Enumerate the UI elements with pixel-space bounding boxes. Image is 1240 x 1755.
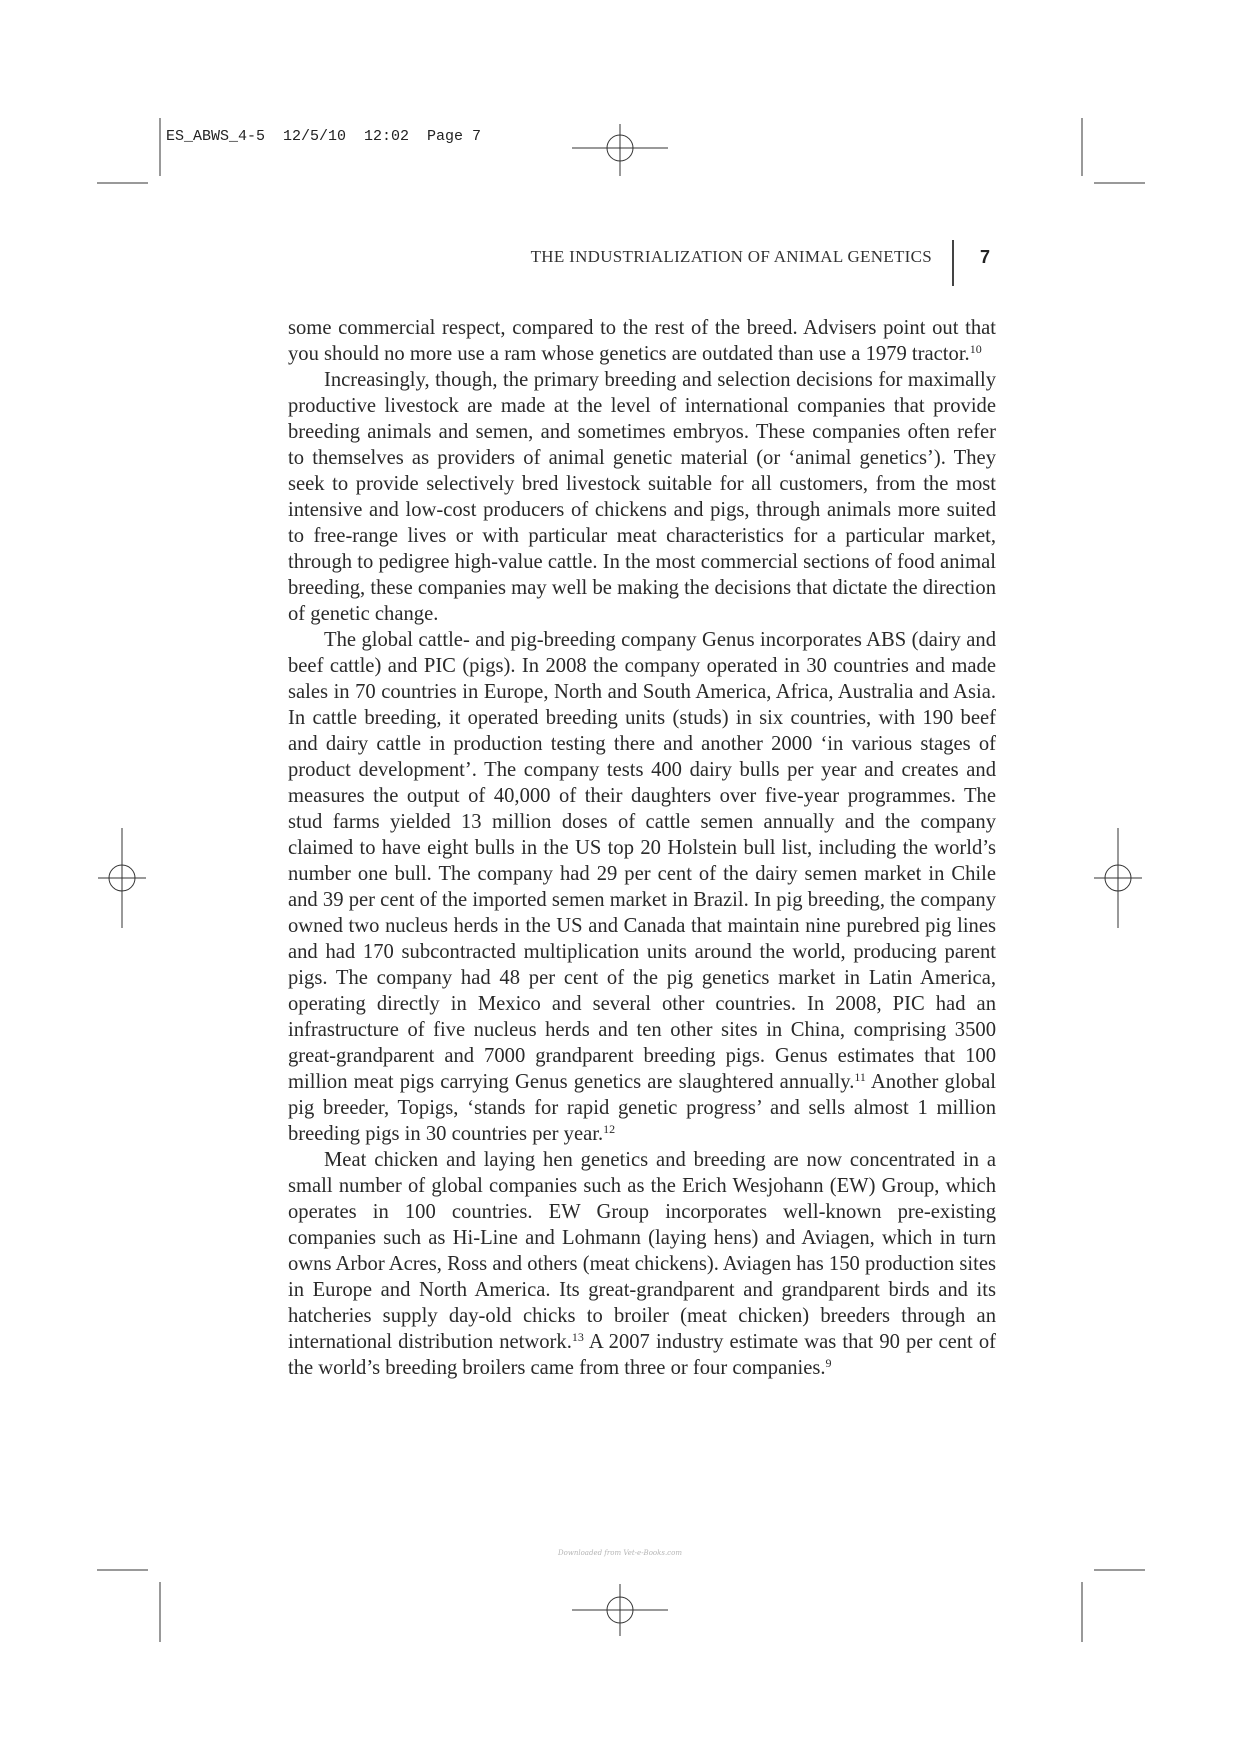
- paragraph: [288, 627, 996, 1147]
- registration-mark-right: [1094, 828, 1142, 928]
- registration-mark-top: [572, 124, 668, 176]
- paragraph-text: Another global pig breeder, Topigs, ‘stands for rapid genetic progress’ and sells almost 1 million breeding pigs in 30 countries per year.: [288, 1071, 996, 1145]
- download-watermark: Downloaded from Vet-e-Books.com: [558, 1549, 682, 1557]
- paragraph: [288, 1147, 996, 1381]
- paragraph-text: The global cattle- and pig-breeding company Genus incorporates ABS (dairy and beef cattle) and PIC (pigs). In 2008 the company operated in 30 countries and made sales in 70 countries in Europe, North and South America, Africa, Australia and Asia. In cattle breeding, it operated breeding units (studs) in six countries, with 190 beef and dairy cattle in production testing there and another 2000 ‘in various stages of product development’. The company tests 400 dairy bulls per year and creates and measures the output of 40,000 of their daughters over five-year programmes. The stud farms yielded 13 million doses of cattle semen annually and the company claimed to have eight bulls in the US top 20 Holstein bull list, including the world’s number one bull. The company had 29 per cent of the dairy semen market in Chile and 39 per cent of the imported semen market in Brazil. In pig breeding, the company owned two nucleus herds in the US and Canada that maintain nine purebred pig lines and had 170 subcontracted multiplication units around the world, producing parent pigs. The company had 48 per cent of the pig genetics market in Latin America, operating directly in Mexico and several other countries. In 2008, PIC had an infrastructure of five nucleus herds and ten other sites in China, comprising 3500 great-grandparent and 7000 grandparent breeding pigs. Genus estimates that 100 million meat pigs carrying Genus genetics are slaughtered annually.: [288, 629, 996, 1093]
- paragraph-text: Meat chicken and laying hen genetics and breeding are now concentrated in a small number of global companies such as the Erich Wesjohann (EW) Group, which operates in 100 countries. EW Group incorporates well-known pre-existing companies such as Hi-Line and Lohmann (laying hens) and Aviagen, which in turn owns Arbor Acres, Ross and others (meat chickens). Aviagen has 150 production sites in Europe and North America. Its great-grandparent and grandparent birds and its hatcheries supply day-old chicks to broiler (meat chicken) breeders through an international distribution network.: [288, 1149, 996, 1353]
- body-text: [288, 315, 996, 1381]
- footnote-ref: 12: [603, 1122, 616, 1136]
- footnote-ref: 9: [825, 1356, 832, 1370]
- paragraph-text: some commercial respect, compared to the rest of the breed. Advisers point out that you should no more use a ram whose genetics are outdated than use a 1979 tractor.: [288, 317, 996, 365]
- paragraph: [288, 367, 996, 627]
- printer-slug: ES_ABWS_4-5 12/5/10 12:02 Page 7: [166, 128, 482, 145]
- page-number: 7: [980, 247, 991, 267]
- paragraph-text: A 2007 industry estimate was that 90 per cent of the world’s breeding broilers came from three or four companies.: [288, 1331, 996, 1379]
- registration-mark-bottom: [572, 1584, 668, 1636]
- registration-mark-left: [98, 828, 146, 928]
- running-head-title: THE INDUSTRIALIZATION OF ANIMAL GENETICS: [530, 247, 932, 266]
- paragraph: [288, 315, 996, 367]
- header-divider: [952, 240, 954, 286]
- footnote-ref: 11: [854, 1070, 866, 1084]
- footnote-ref: 10: [969, 342, 982, 356]
- footnote-ref: 13: [571, 1330, 584, 1344]
- paragraph-text: Increasingly, though, the primary breeding and selection decisions for maximally productive livestock are made at the level of international companies that provide breeding animals and semen, and sometimes embryos. These companies often refer to themselves as providers of animal genetic material (or ‘animal genetics’). They seek to provide selectively bred livestock suitable for all customers, from the most intensive and low-cost producers of chickens and pigs, through animals more suited to free-range lives or with particular meat characteristics for a particular market, through to pedigree high-value cattle. In the most commercial sections of food animal breeding, these companies may well be making the decisions that dictate the direction of genetic change.: [288, 369, 996, 625]
